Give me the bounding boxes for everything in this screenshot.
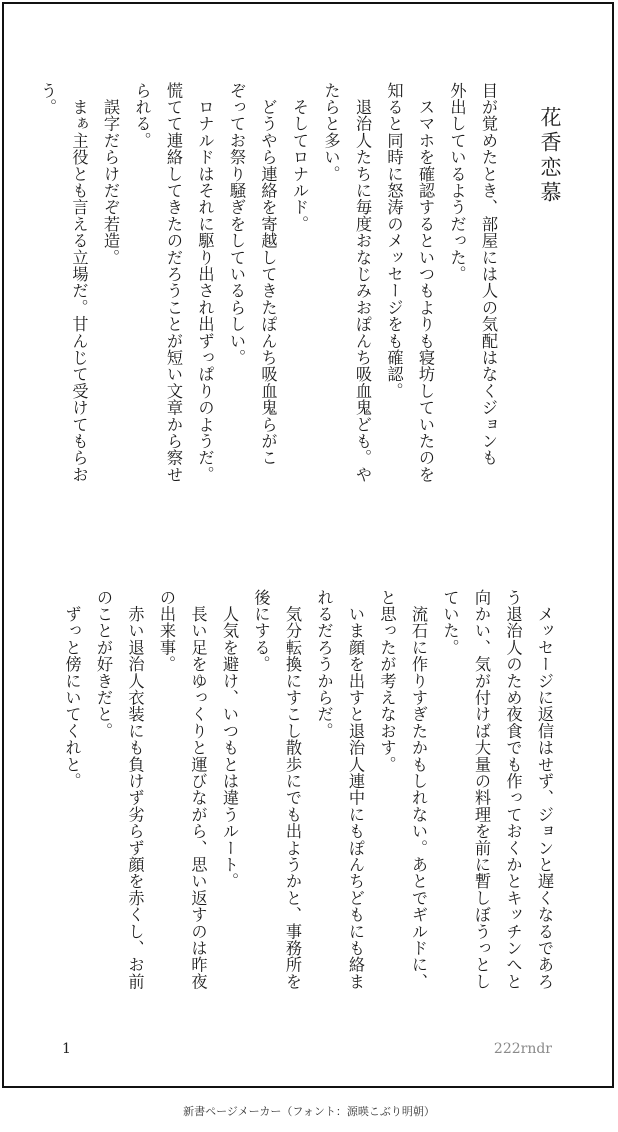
text-line: の出来事。	[157, 589, 176, 673]
text-line: う。	[38, 82, 57, 116]
text-line: たらと多い。	[321, 82, 341, 183]
page-title: 花香恋慕	[538, 106, 562, 206]
text-line: 外出しているようだった。	[447, 82, 467, 283]
generator-caption: 新書ページメーカー（フォント：源暎こぶり明朝）	[183, 1105, 435, 1118]
body-text-upper	[32, 82, 505, 522]
text-line: う退治人のため夜食でも作っておくかとキッチンへと	[503, 589, 523, 990]
text-line: 知ると同時に怒涛のメッセージをも確認。	[384, 82, 404, 400]
text-line: ロナルドはそれに駆り出され出ずっぱりのようだ。	[195, 82, 215, 483]
author-name: 222rndr	[493, 1041, 552, 1057]
text-line: 後にする。	[251, 589, 271, 673]
text-line: そしてロナルド。	[290, 82, 309, 233]
text-line: 退治人たちに毎度おなじみおぽんち吸血鬼ども。や	[353, 82, 372, 483]
text-line: 人気を避け、いつもとは違うルート。	[220, 589, 239, 890]
text-line: 慌てて連絡してきたのだろうことが短い文章から察せ	[164, 82, 183, 483]
text-line: どうやら連絡を寄越してきたぽんち吸血鬼らがこ	[258, 82, 278, 467]
text-line: 赤い退治人衣装にも負けず劣らず顔を赤くし、お前	[125, 589, 145, 990]
text-line: スマホを確認するといつもよりも寝坊していたのを	[416, 82, 435, 483]
body-text-lower	[56, 589, 560, 1029]
text-line: 気分転換にすこし散歩にでも出ようかと、事務所を	[283, 589, 302, 990]
text-line: られる。	[132, 82, 152, 149]
text-line: 流石に作りすぎたかもしれない。あとでギルドに、	[409, 589, 428, 990]
text-line: 誤字だらけだぞ若造。	[101, 82, 120, 266]
text-line: まぁ主役とも言える立場だ。甘んじて受けてもらお	[69, 82, 89, 483]
page-number: 1	[62, 1041, 71, 1057]
text-line: 目が覚めたとき、部屋には人の気配はなくジョンも	[479, 82, 498, 467]
text-line: のことが好きだと。	[94, 589, 113, 740]
text-line: 向かい、気が付けば大量の料理を前に暫しぼうっとし	[472, 589, 491, 990]
text-line: ぞってお祭り騒ぎをしているらしい。	[227, 82, 246, 366]
text-line: メッセージに返信はせず、ジョンと遅くなるであろ	[535, 589, 554, 990]
text-line: と思ったが考えなおす。	[377, 589, 397, 773]
text-line: ていた。	[440, 589, 460, 656]
text-line: れるだろうからだ。	[314, 589, 334, 740]
text-line: ずっと傍にいてくれと。	[62, 589, 82, 790]
page-frame	[2, 2, 614, 1088]
text-line: 長い足をゆっくりと運びながら、思い返すのは昨夜	[188, 589, 208, 990]
text-line: いま顔を出すと退治人連中にもぽんちどもにも絡ま	[346, 589, 365, 990]
